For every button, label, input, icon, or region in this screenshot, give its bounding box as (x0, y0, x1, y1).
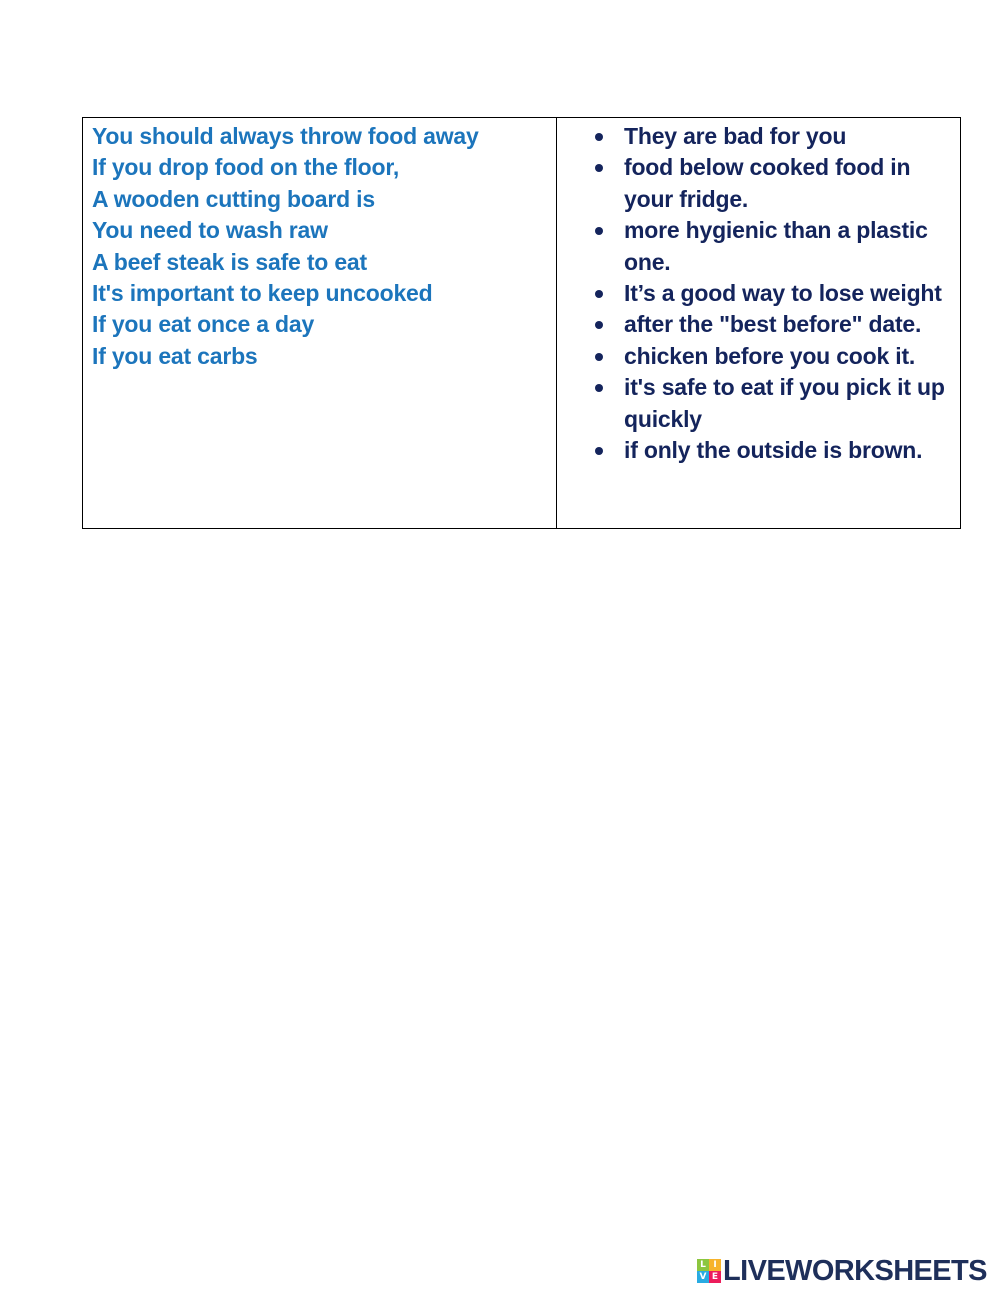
sentence-endings-list (557, 121, 960, 466)
logo-tile: L (697, 1259, 709, 1271)
sentence-ending (557, 341, 960, 372)
sentence-ending-text: it's safe to eat if you pick it up quickly (624, 374, 945, 432)
logo-wordmark: LIVEWORKSHEETS (723, 1255, 987, 1287)
sentence-ending-text: It’s a good way to lose weight (624, 280, 942, 307)
bullet-icon (595, 164, 603, 172)
sentence-ending-text: chicken before you cook it. (624, 342, 916, 369)
logo-tile: V (697, 1271, 709, 1283)
sentence-ending (557, 435, 960, 466)
bullet-icon (595, 227, 603, 235)
sentence-starter: You need to wash raw (92, 217, 328, 244)
sentence-ending-text: if only the outside is brown. (624, 437, 923, 464)
logo-tile: E (709, 1271, 721, 1283)
sentence-ending-text: after the "best before" date. (624, 311, 922, 338)
bullet-icon (595, 447, 603, 455)
sentence-ending (557, 121, 960, 152)
logo-tile: I (709, 1259, 721, 1271)
bullet-icon (595, 384, 603, 392)
matching-table (82, 117, 961, 529)
bullet-icon (595, 133, 603, 141)
sentence-ending (557, 309, 960, 340)
sentence-ending (557, 152, 960, 215)
bullet-icon (595, 321, 603, 329)
bullet-icon (595, 353, 603, 361)
sentence-ending (557, 372, 960, 435)
sentence-starter: If you eat carbs (92, 342, 258, 369)
sentence-starter: A wooden cutting board is (92, 185, 375, 212)
sentence-starter: You should always throw food away (92, 123, 479, 149)
sentence-endings-column (557, 118, 960, 528)
sentence-starter: A beef steak is safe to eat (92, 248, 367, 275)
logo-tiles-icon (697, 1259, 721, 1283)
sentence-ending (557, 215, 960, 278)
sentence-ending (557, 278, 960, 309)
sentence-starter: If you drop food on the floor, (92, 154, 400, 181)
sentence-ending-text: food below cooked food in your fridge. (624, 154, 911, 212)
sentence-ending-text: They are bad for you (624, 123, 847, 149)
liveworksheets-logo (697, 1257, 987, 1285)
sentence-starter: It's important to keep uncooked (92, 280, 433, 307)
sentence-ending-text: more hygienic than a plastic one. (624, 217, 928, 275)
sentence-starters-column (83, 118, 557, 528)
sentence-starter: If you eat once a day (92, 311, 315, 338)
bullet-icon (595, 290, 603, 298)
